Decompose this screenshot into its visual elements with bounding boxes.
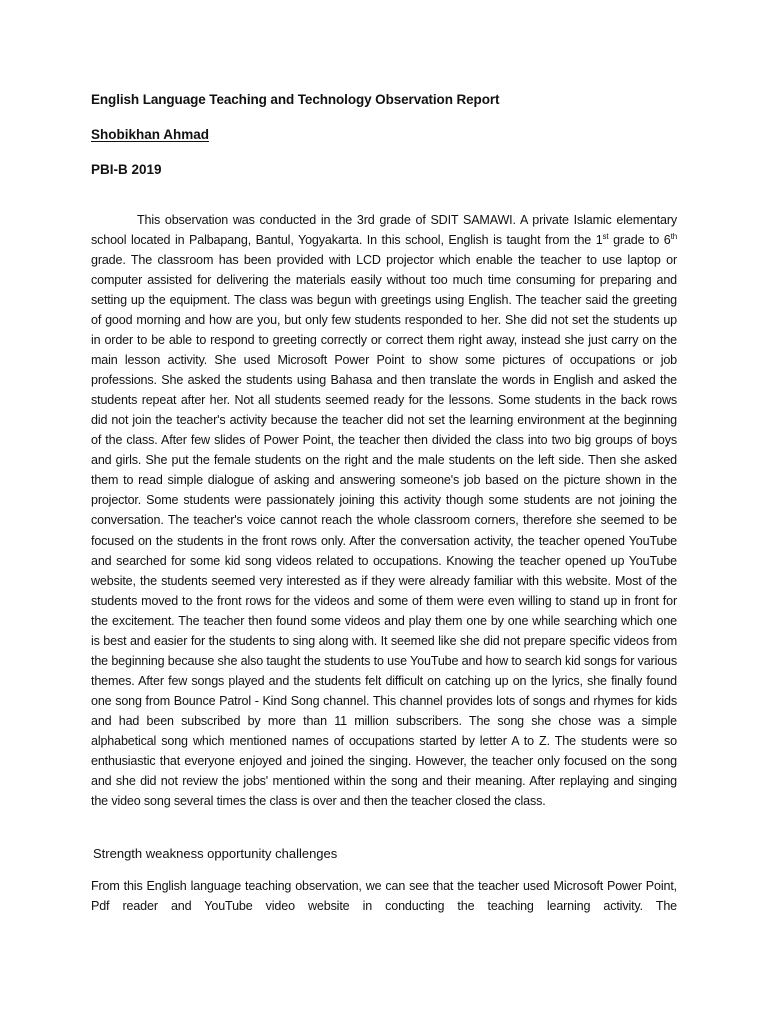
superscript-st: st [602,231,609,241]
observation-paragraph [91,210,677,811]
paragraph-intro: This observation was conducted in the 3rd grade of SDIT SAMAWI. A private Islamic elementary school located in Palbapang, Bantul, Yogyakarta. In this school, English is taught from the 1 [91,213,677,248]
report-title: English Language Teaching and Technology Observation Report [91,92,500,107]
section-heading: Strength weakness opportunity challenges [93,846,338,861]
course-code: PBI-B 2019 [91,162,162,177]
paragraph-rest: grade. The classroom has been provided with LCD projector which enable the teacher to use laptop or computer assisted for delivering the materials easily without too much time consuming for preparing and setting up the equipment. The class was begun with greetings using English. The teacher said the greeting of good morning and how are you, but only few students responded to her. She did not set the students up in order to be able to respond to greeting correctly or correct them right away, instead she just carry on the main lesson activity. She used Microsoft Power Point to show some pictures of occupations or job professions. She asked the students using Bahasa and then translate the words in English and asked the students repeat after her. Not all students seemed ready for the lessons. Some students in the back rows did not join the teacher's activity because the teacher did not set the learning environment at the beginning of the class. After few slides of Power Point, the teacher then divided the class into two big groups of boys and girls. She put the female students on the right and the male students on the left side. Then she asked them to read simple dialogue of asking and answering someone's job based on the picture shown in the projector. Some students were passionately joining this activity though some students are not joining the conversation. The teacher's voice cannot reach the whole classroom corners, therefore she seemed to be focused on the students in the front rows only. After the conversation activity, the teacher opened YouTube and searched for some kid song videos related to occupations. Knowing the teacher opened up YouTube website, the students seemed very interested as if they were already familiar with this website. Most of the students moved to the front rows for the videos and some of them were even willing to stand up in front for the excitement. The teacher then found some videos and play them one by one while searching which one is best and easier for the students to sing along with. It seemed like she did not prepare specific videos from the beginning because she also taught the students to use YouTube and how to search kid songs for various themes. After few songs played and the students felt difficult on catching up on the lyrics, she finally found one song from Bounce Patrol - Kind Song channel. This channel provides lots of songs and rhymes for kids and had been subscribed by more than 11 million subscribers. The song she chose was a simple alphabetical song which mentioned names of occupations started by letter A to Z. The students were so enthusiastic that everyone enjoyed and joined the singing. However, the teacher only focused on the song and she did not review the jobs' mentioned within the song and their meaning. After replaying and singing the video song several times the class is over and then the teacher closed the class. [91,253,677,808]
analysis-paragraph: From this English language teaching observation, we can see that the teacher used Microsoft Power Point, Pdf reader and YouTube video website in conducting the teaching learning activity. The [91,879,677,913]
superscript-th: th [670,231,677,241]
paragraph-mid: grade to 6 [608,233,671,248]
author-name: Shobikhan Ahmad [91,127,210,142]
